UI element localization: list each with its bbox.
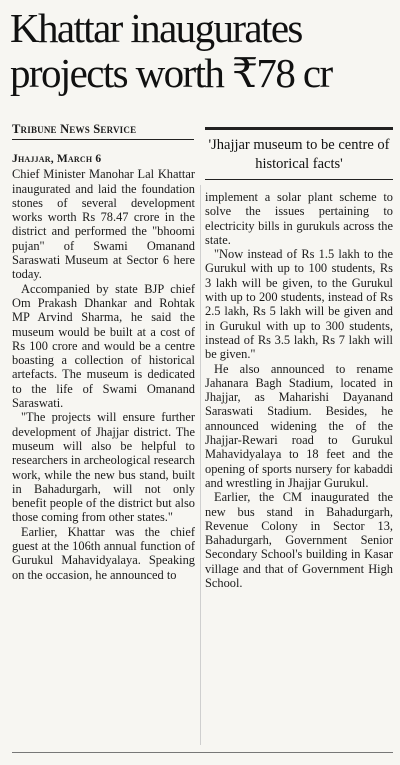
pullquote: 'Jhajjar museum to be centre of historical facts' xyxy=(205,127,393,180)
dateline: Jhajjar, March 6 xyxy=(12,153,102,165)
headline xyxy=(10,6,394,96)
headline-line-1: Khattar inaugurates xyxy=(10,5,302,51)
column-divider xyxy=(200,185,201,745)
byline: Tribune News Service xyxy=(12,122,137,136)
paragraph: Earlier, the CM inaugurated the new bus stand in Bahadurgarh, Revenue Colony in Sector 13, Bahadurgarh, Government Senior Secondary School's building in Kasar village and that of Government High School. xyxy=(205,490,393,591)
paragraph: implement a solar plant scheme to solve the issues pertaining to electricity bills in gurukuls across the state. xyxy=(205,190,393,247)
paragraph: Earlier, Khattar was the chief guest at the 106th annual function of Gurukul Mahavidyalaya. Speaking on the occasion, he announced to xyxy=(12,524,195,582)
paragraph: "Now instead of Rs 1.5 lakh to the Gurukul with up to 100 students, Rs 3 lakh will be given, to the Gurukul with up to 200 students, instead of Rs 2.5 lakh, Rs 5 lakh will be given and in Gurukul with up to 300 students, instead of Rs 3.5 lakh, Rs 7 lakh will be given." xyxy=(205,247,393,362)
article-column-1 xyxy=(12,152,195,582)
paragraph: He also announced to rename Jahanara Bagh Stadium, located in Jhajjar, as Maharishi Dayanand Saraswati Stadium. Besides, he announced widening the of the Jhajjar-Rewari road to Gurukul Mahavidyalaya to 18 feet and the opening of sports nursery for kabaddi and wrestling in Jhajjar Gurukul. xyxy=(205,361,393,490)
paragraph: Accompanied by state BJP chief Om Prakash Dhankar and Rohtak MP Arvind Sharma, he said the museum would be built at a cost of Rs 100 crore and would be a centre boasting a collection of historical artefacts. The museum is dedicated to the life of Swami Omanand Saraswati. xyxy=(12,281,195,411)
byline-rule xyxy=(12,139,194,140)
bottom-rule xyxy=(12,752,393,753)
headline-line-2: projects worth ₹78 cr xyxy=(10,50,332,96)
article-column-2 xyxy=(205,190,393,590)
paragraph: "The projects will ensure further development of Jhajjar district. The museum will also be helpful to researchers in archeological research work, while the new bus stand, built in Bahadurgarh, will not only benefit people of the district but also those coming from other states." xyxy=(12,410,195,525)
paragraph: Chief Minister Manohar Lal Khattar inaugurated and laid the foundation stones of several development works worth Rs 78.47 crore in the district and performed the "bhoomi pujan" of Swami Omanand Saraswati Museum at Sector 6 here today. xyxy=(12,167,195,282)
